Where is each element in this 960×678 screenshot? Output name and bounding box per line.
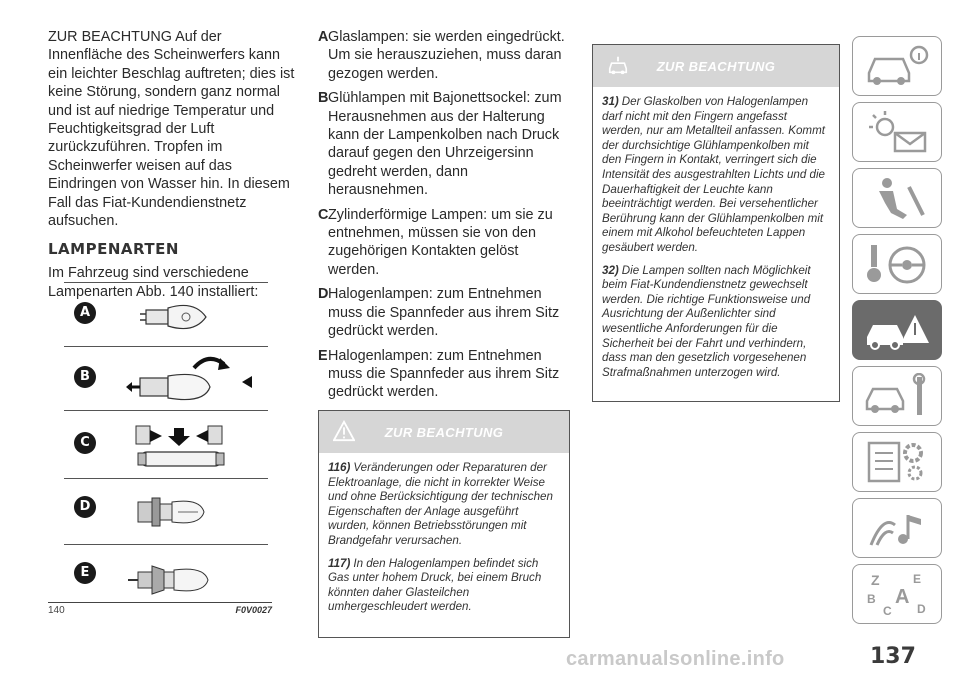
note-text: In den Halogenlampen befindet sich Gas unter hohem Druck, bei einem Bruch könnten daher Glasteilchen umhergeschleudert werden.: [328, 556, 542, 614]
warning-box-electrical: [318, 410, 570, 638]
tab-safety[interactable]: [852, 168, 942, 228]
tab-emergency[interactable]: [852, 300, 942, 360]
key-steering-wheel-icon: [863, 241, 931, 287]
list-item: [318, 285, 570, 340]
index-letter: Z: [871, 572, 880, 588]
warning-light-mail-icon: [863, 109, 931, 155]
figure-row-d: [64, 484, 268, 538]
warning-body: [319, 453, 569, 633]
glass-lamp-icon: [124, 290, 264, 344]
figure-separator: [64, 410, 268, 411]
index-letter: C: [883, 604, 892, 617]
halogen-lamp-d-icon: [124, 484, 264, 538]
chapter-tabs: [852, 36, 944, 630]
lamp-types-figure: [48, 282, 272, 598]
car-info-icon: [863, 43, 931, 89]
index-letters-icon: [863, 571, 931, 617]
index-letter: B: [867, 592, 876, 606]
seat-safety-icon: [863, 175, 931, 221]
item-text: Halogenlampen: zum Entnehmen muss die Spannfeder aus ihrem Sitz gedrückt werden.: [328, 286, 560, 340]
label-badge-e: E: [74, 562, 96, 584]
left-column: [48, 28, 296, 301]
label-badge-a: A: [74, 302, 96, 324]
tab-multimedia[interactable]: [852, 498, 942, 558]
bayonet-lamp-icon: [124, 354, 264, 408]
figure-row-c: [64, 420, 268, 474]
warning-header: [593, 45, 839, 87]
list-item: [318, 89, 570, 199]
note-number: 117): [328, 556, 351, 570]
item-letter: C: [318, 206, 329, 223]
label-badge-c: C: [74, 432, 96, 454]
note-text: Veränderungen oder Reparaturen der Elektroanlage, die nicht in korrekter Weise und ohne Berücksichtigung der technischen Eigenschaften der Anlage ausgeführt wurden, können Betriebsstörungen mit Brandgefahr verursachen.: [328, 461, 553, 547]
list-item: [318, 347, 570, 402]
warning-note: [602, 264, 830, 381]
watermark-text: carmanualsonline.info: [566, 648, 785, 670]
tab-car-info[interactable]: [852, 36, 942, 96]
note-number: 31): [602, 95, 619, 108]
page-number: 137: [870, 644, 916, 669]
figure-row-b: [64, 354, 268, 408]
item-text: Halogenlampen: zum Entnehmen muss die Spannfeder aus ihrem Sitz gedrückt werden.: [328, 347, 560, 401]
halogen-lamp-e-icon: [124, 550, 264, 604]
warning-note: [602, 95, 830, 256]
warning-title: ZUR BEACHTUNG: [384, 425, 504, 440]
car-tools-icon: [863, 373, 931, 419]
warning-title: ZUR BEACHTUNG: [656, 59, 776, 74]
warning-note: [328, 461, 560, 549]
list-item: [318, 28, 570, 83]
figure-code: F0V0027: [235, 605, 272, 615]
item-text: Glaslampen: sie werden eingedrückt. Um sie herauszuziehen, muss daran gezogen werden.: [328, 29, 565, 82]
figure-separator: [64, 346, 268, 347]
figure-row-e: [64, 550, 268, 604]
figure-separator: [64, 544, 268, 545]
note-text: Der Glaskolben von Halogenlampen darf nicht mit den Fingern angefasst werden, nur am Metallteil anfassen. Kommt der durchsichtige Glühlampenkolben mit den Fingern in Kontakt, verringert sich die Intensität des ausgestrahlten Lichts und die Dauerhaftigkeit der Leuchte kann beeinträchtigt werden. Bei versehentlicher Berührung kann der Glühlampenkolben mit einem mit Alkohol befeuchteten Lappen gesäubert werden.: [602, 95, 826, 254]
lead-paragraph: Im Fahrzeug sind verschiedene Lampenarten Abb. 140 installiert:: [48, 265, 259, 300]
item-letter: D: [318, 286, 329, 303]
tab-maintenance[interactable]: [852, 366, 942, 426]
item-text: Glühlampen mit Bajonettsockel: zum Herausnehmen aus der Halterung kann der Lampenkolben nach Druck darauf gegen den Uhrzeigersinn gedreht werden, dann herausnehmen.: [328, 90, 562, 199]
warning-box-halogen: [592, 44, 840, 402]
middle-column: [318, 28, 570, 408]
section-heading: LAMPENARTEN: [48, 240, 179, 259]
warning-body: [593, 87, 839, 398]
multimedia-icon: [863, 505, 931, 551]
tab-index[interactable]: [852, 564, 942, 624]
index-letter: E: [913, 572, 922, 586]
note-number: 116): [328, 461, 351, 474]
item-letter: A: [318, 29, 329, 45]
note-text: Die Lampen sollten nach Möglichkeit beim Fiat-Kundendienstnetz gewechselt werden. Die richtige Funktionsweise und Ausrichtung der Außenlichter sind wesentliche Anforderungen für die Sicherheit bei der Fahrt und verhindern, dass man den gesetzlich vorgesehenen Strafmaßnahmen unterzogen wird.: [602, 263, 811, 379]
car-emergency-icon: [863, 307, 931, 353]
specs-gear-icon: [863, 439, 931, 485]
item-letter: B: [318, 90, 329, 107]
item-text: Zylinderförmige Lampen: um sie zu entnehmen, müssen sie von den zugehörigen Kontakten gelöst werden.: [328, 206, 553, 278]
intro-paragraph: ZUR BEACHTUNG Auf der Innenfläche des Scheinwerfers kann ein leichter Beschlag auftreten; dies ist keine Störung, sondern ganz normal und ist auf niedrige Temperatur und Feuchtigkeitsgrad der Luft zurückzuführen. Tropfen im Scheinwerfer weisen auf das Eindringen von Wasser hin. In diesem Fall das Fiat-Kundendienstnetz aufsuchen.: [48, 29, 295, 230]
figure-reference-number: 140: [48, 605, 65, 616]
tab-specifications[interactable]: [852, 432, 942, 492]
index-letter: A: [895, 586, 910, 608]
index-letter: D: [917, 602, 926, 616]
label-badge-d: D: [74, 496, 96, 518]
label-badge-b: B: [74, 366, 96, 388]
item-letter: E: [318, 347, 328, 364]
warning-header: [319, 411, 569, 453]
warning-note: [328, 557, 560, 615]
list-item: [318, 206, 570, 280]
tab-warning-lights[interactable]: [852, 102, 942, 162]
figure-row-a: [64, 290, 268, 344]
note-number: 32): [602, 263, 619, 277]
figure-footer: [48, 602, 272, 617]
cylinder-lamp-icon: [124, 420, 264, 474]
figure-separator: [64, 282, 268, 283]
figure-separator: [64, 478, 268, 479]
tab-starting-driving[interactable]: [852, 234, 942, 294]
